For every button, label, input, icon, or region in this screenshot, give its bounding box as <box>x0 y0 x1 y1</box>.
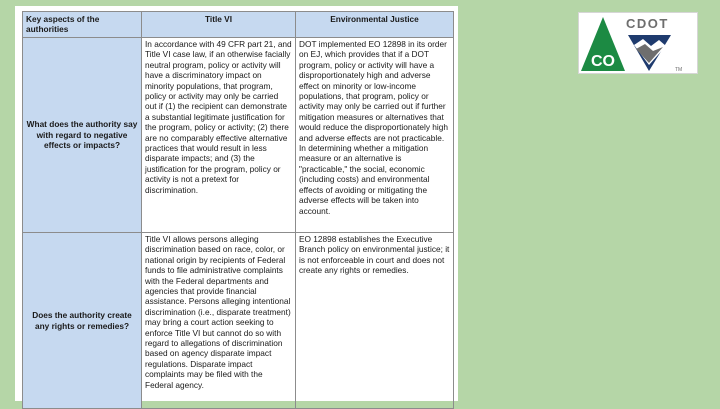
logo-wordmark: CDOT <box>626 16 669 31</box>
environmental-justice-text: DOT implemented EO 12898 in its order on EJ, which provides that if a DOT program, policy or activity will have a disproportionately high and adverse effect on minority or low-income populations, that program, policy or activity may only be carried out if further mitigation measures or alternatives that would reduce the disproportionately high and adverse effects are not practicable. In determining whether a mitigation measure or an alternative is "practicable," the social, economic (including costs) and environmental effects of avoiding or mitigating the adverse effects will be taken into account. <box>299 39 448 216</box>
table-row <box>23 38 454 233</box>
header-environmental-justice: Environmental Justice <box>296 12 454 38</box>
cdot-logo <box>578 12 698 74</box>
title-vi-text: In accordance with 49 CFR part 21, and Title VI case law, if an otherwise facially neutral program, policy or activity will have a discriminatory impact on minority populations, that program, policy or activity may only be carried out if (1) the recipient can demonstrate a substantial legitimate justification for the program, policy or activity; (2) there are no comparably effective alternative practices that would result in less disparate impacts; and (3) the justification for the program, policy or activity is not a pretext for discrimination. <box>145 39 292 195</box>
table-header-row <box>23 12 454 38</box>
aspect-cell <box>23 38 142 233</box>
aspect-text: What does the authority say with regard to negative effects or impacts? <box>26 119 138 151</box>
header-key-aspects: Key aspects of the authorities <box>23 12 142 38</box>
environmental-justice-cell <box>296 233 454 409</box>
logo-emblem-text: CO <box>591 53 615 70</box>
title-vi-text: Title VI allows persons alleging discrimination based on race, color, or national origin by recipients of Federal funds to file administrative complaints with the Federal departments and agencies that provide financial assistance. Persons alleging intentional discrimination (i.e., disparate treatment) may bring a court action seeking to enforce Title VI but cannot do so with regard to allegations of discrimination based on agency disparate impact regulations. Disparate impact complaints may be filed with the Federal agency. <box>145 234 291 390</box>
title-vi-cell <box>142 38 296 233</box>
comparison-table <box>22 11 454 409</box>
aspect-cell <box>23 233 142 409</box>
environmental-justice-text: EO 12898 establishes the Executive Branch policy on environmental justice; it is not enforceable in court and does not create any rights or remedies. <box>299 234 450 276</box>
environmental-justice-cell <box>296 38 454 233</box>
header-title-vi: Title VI <box>142 12 296 38</box>
aspect-text: Does the authority create any rights or remedies? <box>32 310 132 331</box>
table-row <box>23 233 454 409</box>
trademark-mark: TM <box>675 67 683 73</box>
title-vi-cell <box>142 233 296 409</box>
